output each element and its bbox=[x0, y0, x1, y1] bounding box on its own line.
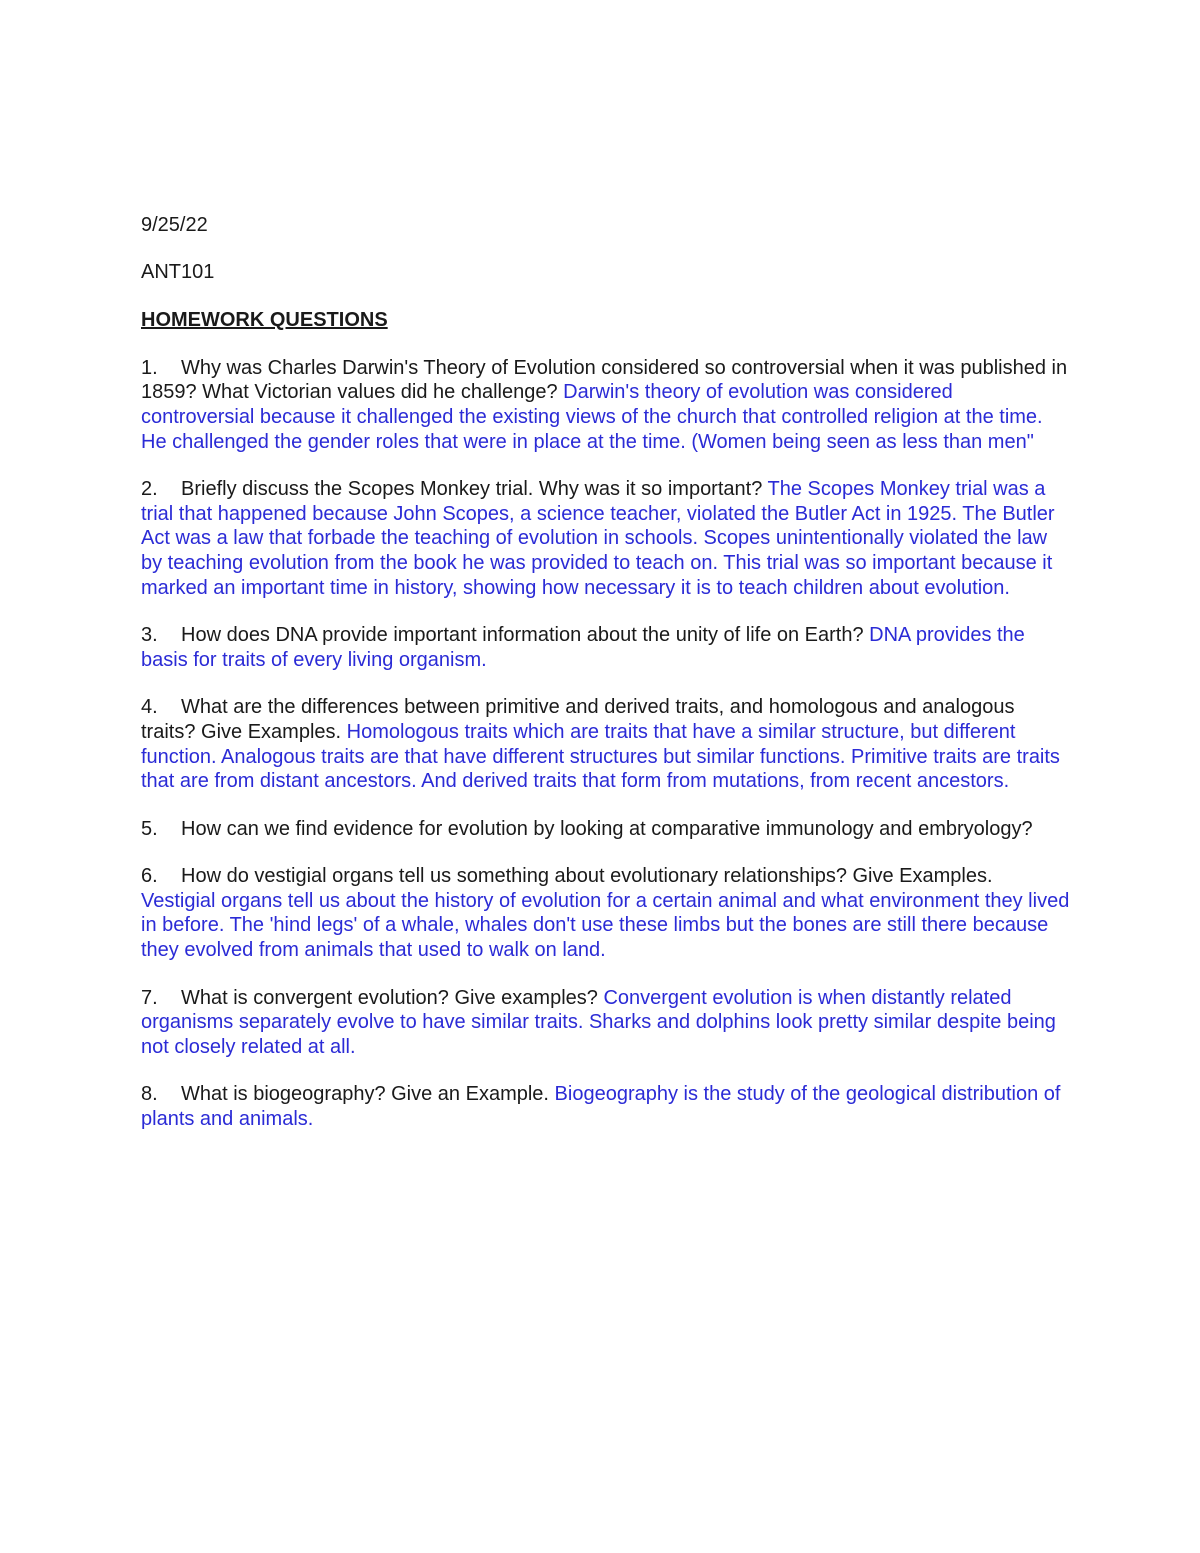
question-number: 4. bbox=[141, 696, 158, 719]
question-item-6 bbox=[141, 864, 1071, 962]
question-number: 6. bbox=[141, 865, 158, 888]
question-text: Why was Charles Darwin's Theory of Evolution considered so controversial when it was published in 1859? What Victorian values did he challenge? bbox=[141, 356, 1068, 404]
question-number: 8. bbox=[141, 1083, 158, 1106]
question-item-7 bbox=[141, 986, 1071, 1060]
question-text: How does DNA provide important information about the unity of life on Earth? bbox=[181, 624, 864, 647]
answer-text: The Scopes Monkey trial was a trial that happened because John Scopes, a science teacher, violated the Butler Act in 1925. The Butler Act was a law that forbade the teaching of evolution in schools. Scopes unintentionally violated the law by teaching evolution from the book he was provided to teach on. This trial was so important because it marked an important time in history, showing how necessary it is to teach children about evolution. bbox=[141, 478, 1055, 599]
question-text: Briefly discuss the Scopes Monkey trial. Why was it so important? bbox=[181, 478, 763, 501]
document-page bbox=[141, 213, 1071, 1132]
answer-text: Convergent evolution is when distantly related organisms separately evolve to have similar traits. Sharks and dolphins look pretty similar despite being not closely related at all. bbox=[141, 986, 1056, 1058]
answer-text: Homologous traits which are traits that have a similar structure, but different function. Analogous traits are that have different structures but similar functions. Primitive traits are traits that are from distant ancestors. And derived traits that form from mutations, from recent ancestors. bbox=[141, 720, 1060, 793]
question-number: 7. bbox=[141, 986, 158, 1009]
question-item-5 bbox=[141, 817, 1071, 842]
document-date: 9/25/22 bbox=[141, 214, 208, 236]
question-text: What are the differences between primitive and derived traits, and homologous and analogous traits? Give Examples. bbox=[141, 696, 1015, 743]
answer-text: Darwin's theory of evolution was considered controversial because it challenged the existing views of the church that controlled religion at the time. He challenged the gender roles that were in place at the time. (Women being seen as less than men" bbox=[141, 381, 1043, 453]
answer-text: DNA provides the basis for traits of every living organism. bbox=[141, 624, 1025, 671]
question-text: What is biogeography? Give an Example. bbox=[181, 1083, 549, 1106]
question-item-3 bbox=[141, 623, 1071, 672]
question-item-4 bbox=[141, 695, 1071, 793]
question-number: 3. bbox=[141, 624, 158, 647]
homework-heading: HOMEWORK QUESTIONS bbox=[141, 309, 388, 332]
question-number: 2. bbox=[141, 478, 158, 501]
question-text: How can we find evidence for evolution by looking at comparative immunology and embryology? bbox=[181, 817, 1033, 840]
question-item-2 bbox=[141, 477, 1071, 600]
question-item-8 bbox=[141, 1082, 1071, 1131]
question-number: 1. bbox=[141, 356, 158, 379]
question-number: 5. bbox=[141, 817, 158, 840]
question-item-1 bbox=[141, 356, 1071, 454]
course-code: ANT101 bbox=[141, 260, 215, 283]
answer-text: Vestigial organs tell us about the history of evolution for a certain animal and what environment they lived in before. The 'hind legs' of a whale, whales don't use these limbs but the bones are still there because they evolved from animals that used to walk on land. bbox=[141, 889, 1070, 962]
question-text: What is convergent evolution? Give examples? bbox=[181, 986, 598, 1009]
answer-text: Biogeography is the study of the geological distribution of plants and animals. bbox=[141, 1083, 1061, 1131]
question-text: How do vestigial organs tell us something about evolutionary relationships? Give Examples. bbox=[181, 865, 993, 888]
